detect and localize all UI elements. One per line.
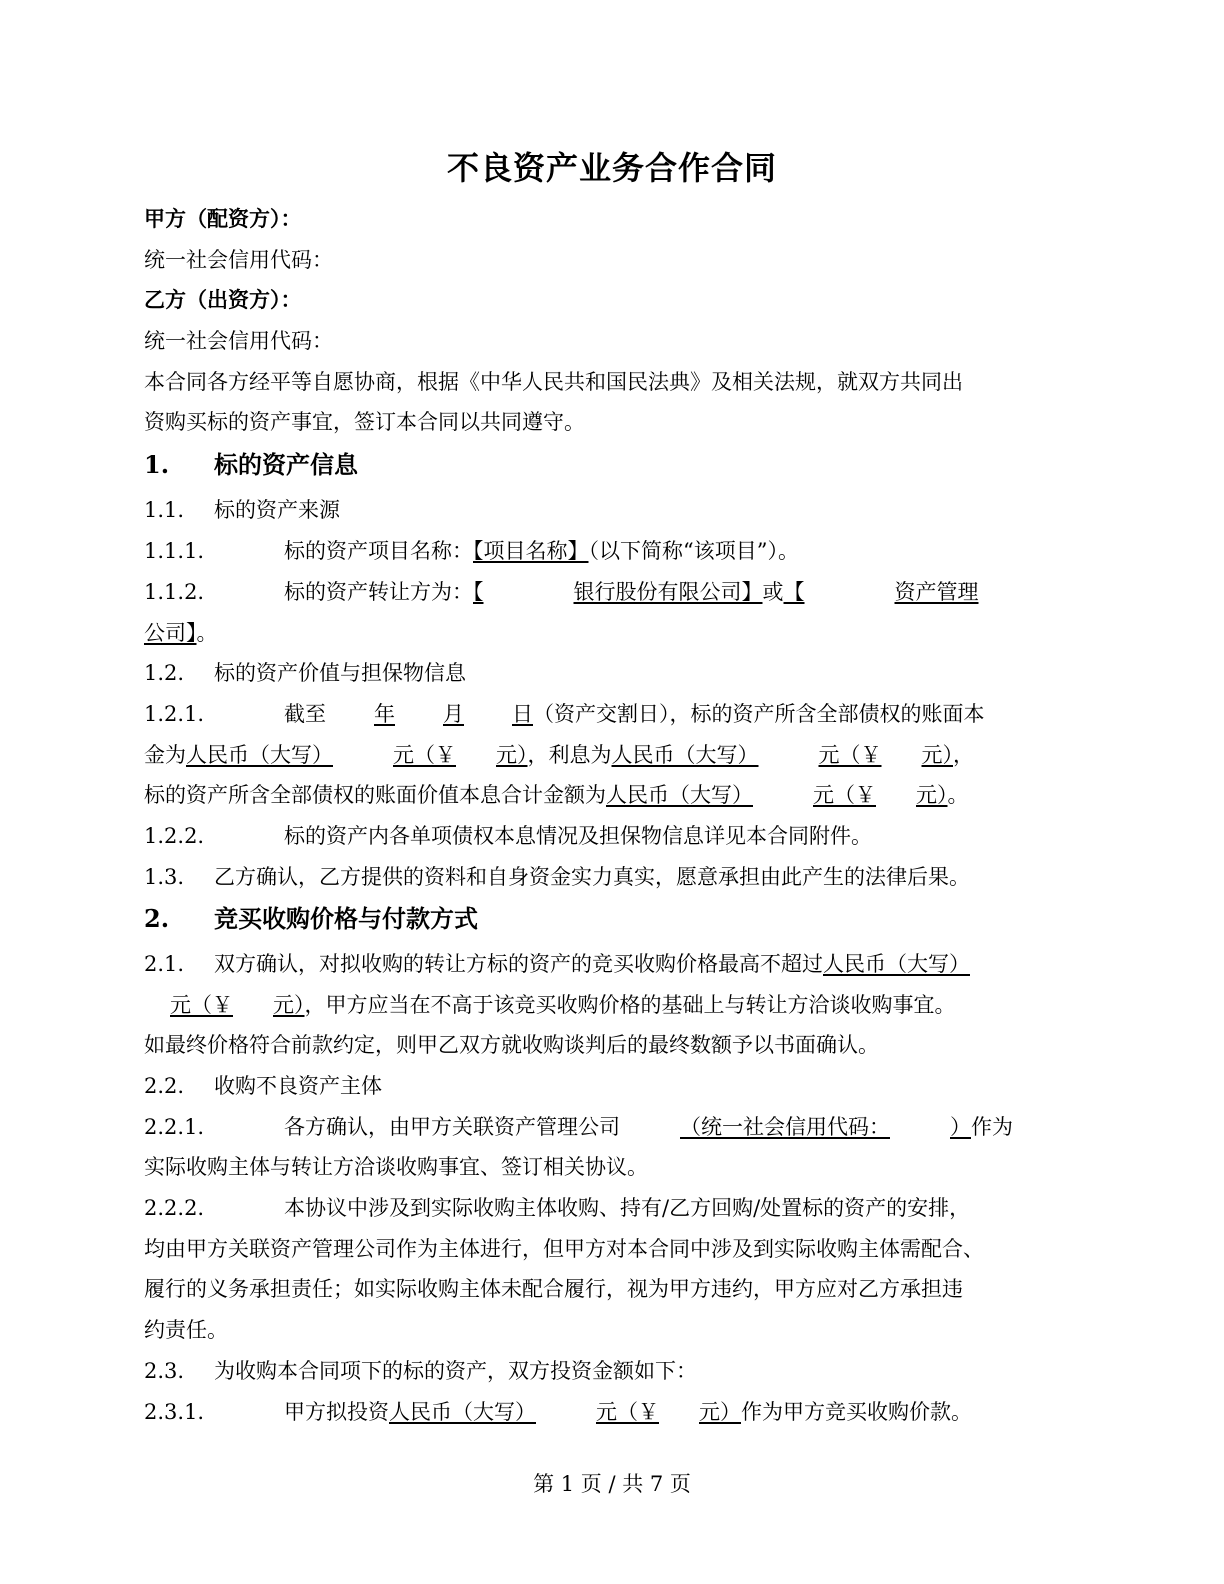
- party-b-credit-code: 统一社会信用代码：: [144, 329, 333, 353]
- clause-1-2-1-line-2: 金为人民币（大写） 元（￥ 元），利息为人民币（大写） 元（￥ 元），: [144, 743, 974, 767]
- project-name-field: 【项目名称】: [473, 539, 589, 563]
- clause-1-2-2: 1.2.2. 标的资产内各单项债权本息情况及担保物信息详见本合同附件。: [144, 824, 872, 848]
- clause-1-1-1: 1.1.1. 标的资产项目名称：【项目名称】（以下简称“该项目”）。: [144, 539, 799, 563]
- party-b-label: 乙方（出资方）：: [144, 287, 302, 312]
- clause-2-1: 2.1. 双方确认，对拟收购的转让方标的资产的竞买收购价格最高不超过人民币（大写）: [144, 949, 1094, 979]
- party-a-label: 甲方（配资方）：: [144, 206, 302, 231]
- max-price-field-cont: 元（￥ 元）: [170, 993, 305, 1017]
- clause-2-1-line-3: 如最终价格符合前款约定，则甲乙双方就收购谈判后的最终数额予以书面确认。: [144, 1033, 879, 1057]
- clause-1-1-2-cont: 公司】。: [144, 621, 218, 645]
- clause-2-2-2-line-3: 履行的义务承担责任；如实际收购主体未配合履行，视为甲方违约，甲方应对乙方承担违: [144, 1277, 963, 1301]
- clause-2-2-2-line-4: 约责任。: [144, 1318, 228, 1342]
- section-1-heading: 1. 标的资产信息: [144, 450, 358, 479]
- party-a-investment-field: 人民币（大写） 元（￥ 元）: [389, 1400, 741, 1424]
- amc-credit-code-field: （统一社会信用代码： ）: [680, 1115, 971, 1139]
- clause-1-2-1: 1.2.1. 截至 年 月 日（资产交割日），标的资产所含全部债权的账面本: [144, 702, 985, 726]
- preamble-line-1: 本合同各方经平等自愿协商，根据《中华人民共和国民法典》及相关法规，就双方共同出: [144, 370, 963, 394]
- clause-1-1: 1.1. 标的资产来源: [144, 498, 340, 522]
- interest-amount-field: 人民币（大写） 元（￥ 元）: [611, 743, 953, 767]
- clause-2-3: 2.3. 为收购本合同项下的标的资产，双方投资金额如下：: [144, 1359, 697, 1383]
- clause-2-2-1: 2.2.1. 各方确认，由甲方关联资产管理公司 （统一社会信用代码： ）作为: [144, 1115, 1013, 1139]
- preamble-line-2: 资购买标的资产事宜，签订本合同以共同遵守。: [144, 410, 585, 434]
- clause-1-1-2: 1.1.2. 标的资产转让方为：【 银行股份有限公司】或【 资产管理: [144, 580, 979, 604]
- party-a-credit-code: 统一社会信用代码：: [144, 248, 333, 272]
- clause-2-2: 2.2. 收购不良资产主体: [144, 1074, 382, 1098]
- clause-2-2-1-line-2: 实际收购主体与转让方洽谈收购事宜、签订相关协议。: [144, 1155, 648, 1179]
- clause-2-2-2: 2.2.2. 本协议中涉及到实际收购主体收购、持有/乙方回购/处置标的资产的安排，: [144, 1196, 971, 1220]
- clause-1-3: 1.3. 乙方确认，乙方提供的资料和自身资金实力真实，愿意承担由此产生的法律后果。: [144, 865, 970, 889]
- clause-1-2-1-line-3: 标的资产所含全部债权的账面价值本息合计金额为人民币（大写） 元（￥ 元）。: [144, 783, 969, 807]
- principal-amount-field: 人民币（大写） 元（￥ 元）: [186, 743, 528, 767]
- section-2-heading: 2. 竞买收购价格与付款方式: [144, 904, 478, 933]
- clause-2-2-2-line-2: 均由甲方关联资产管理公司作为主体进行，但甲方对本合同中涉及到实际收购主体需配合、: [144, 1237, 984, 1261]
- transferor-bank-field: 【 银行股份有限公司】: [473, 580, 763, 604]
- clause-1-2: 1.2. 标的资产价值与担保物信息: [144, 661, 466, 685]
- max-price-field: 人民币（大写）: [823, 952, 970, 976]
- transferor-amc-field: 【 资产管理: [783, 580, 979, 604]
- clause-2-1-line-2: 元（￥ 元），甲方应当在不高于该竞买收购价格的基础上与转让方洽谈收购事宜。: [144, 990, 1094, 1020]
- total-amount-field: 人民币（大写） 元（￥ 元）: [606, 783, 948, 807]
- clause-2-3-1: 2.3.1. 甲方拟投资人民币（大写） 元（￥ 元）作为甲方竞买收购价款。: [144, 1400, 972, 1424]
- document-title: 不良资产业务合作合同: [446, 149, 777, 187]
- page-number-footer: 第 1 页 / 共 7 页: [533, 1472, 691, 1496]
- handover-date-field: 年 月 日: [374, 702, 533, 726]
